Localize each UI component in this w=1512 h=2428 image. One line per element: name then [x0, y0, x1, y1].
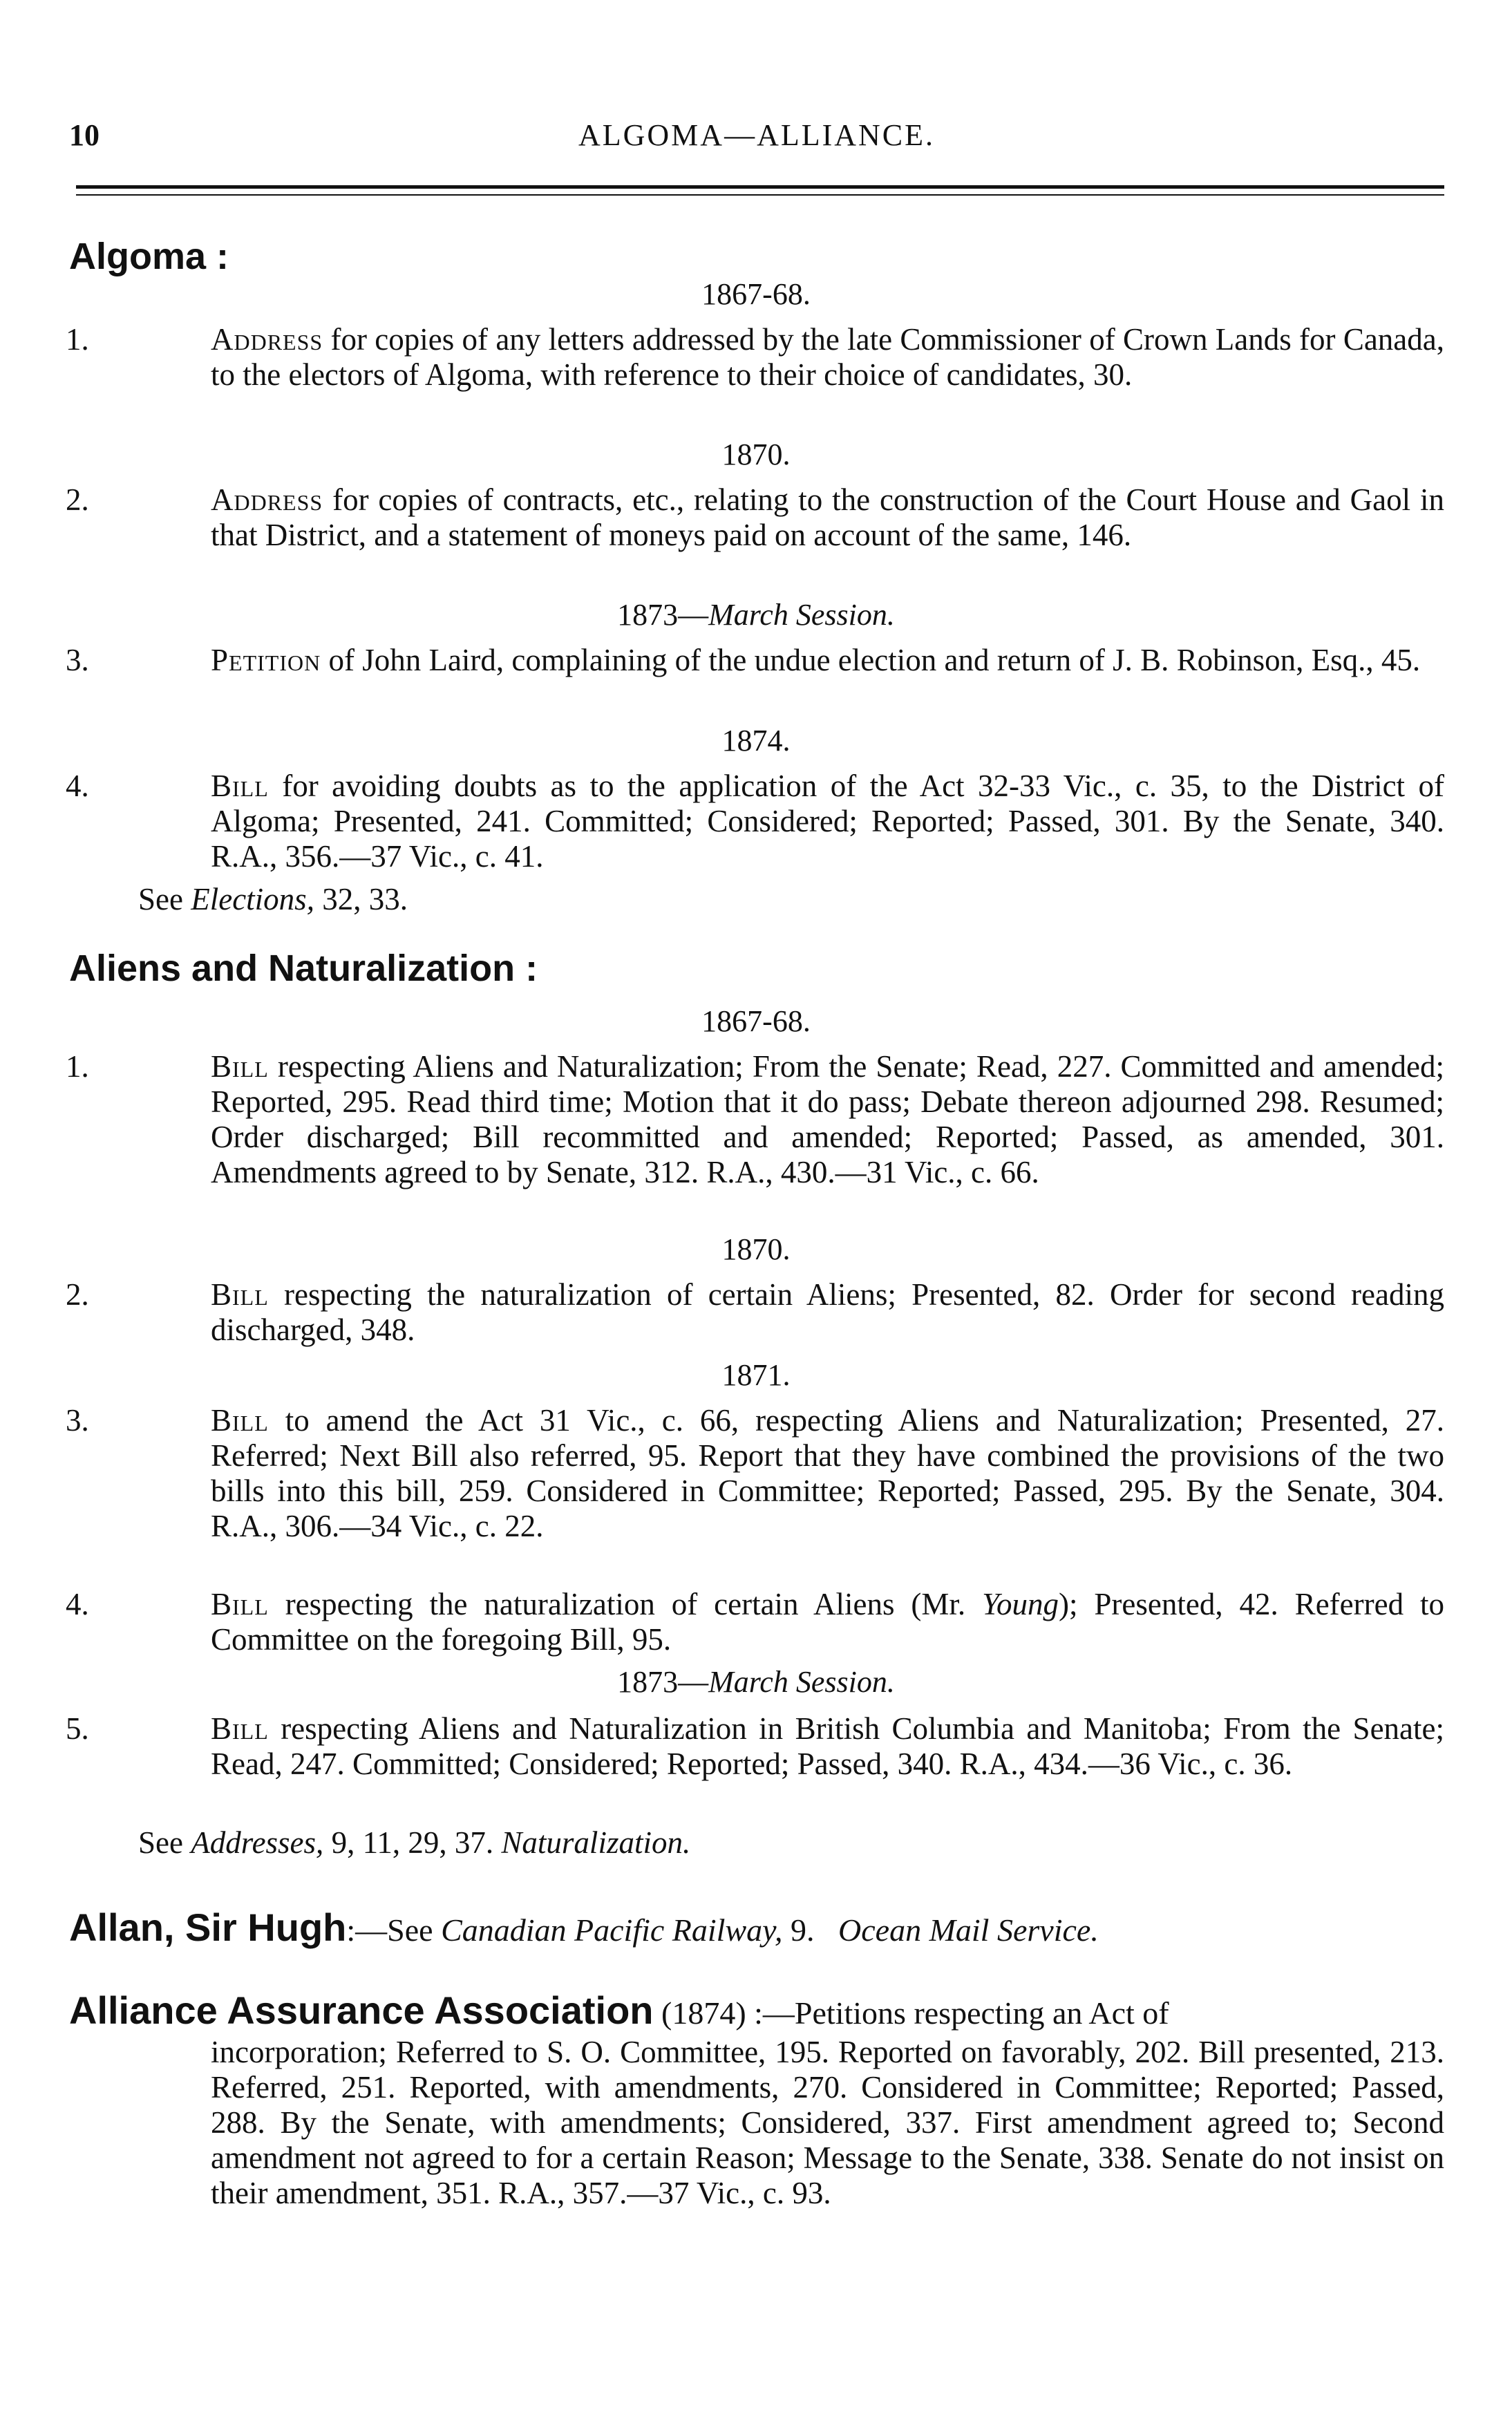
- index-entry: 1. Address for copies of any letters addressed by the late Commissioner of Crown Lands for Canada, to the electors of Algoma, with reference to their choice of candidates, 30.: [66, 322, 1445, 392]
- see-prefix: :—See: [346, 1912, 433, 1948]
- see-also: [138, 1825, 690, 1861]
- header-rule-thin: [76, 194, 1444, 196]
- entry-lead-word: Address: [211, 482, 323, 517]
- entry-text: of John Laird, complaining of the undue election and return of J. B. Robinson, Esq., 45.: [328, 643, 1421, 677]
- entry-text: respecting Aliens and Naturalization in British Columbia and Manitoba; From the Senate; Read, 247. Committed; Considered; Reported; Passed, 340. R.A., 434.—36 Vic., c. 36.: [211, 1711, 1444, 1781]
- entry-text: to amend the Act 31 Vic., c. 66, respecting Aliens and Naturalization; Presented, 27. Referred; Next Bill also referred, 95. Report that they have combined the provisions of the two bills into this bill, 259. Considered in Committee; Reported; Passed, 295. By the Senate, 304. R.A., 306.—34 Vic., c. 22.: [211, 1403, 1445, 1543]
- index-entry: 1. Bill respecting Aliens and Naturalization; From the Senate; Read, 227. Committed and amended; Reported, 295. Read third time; Motion that it do pass; Debate thereon adjourned 298. Resumed; Order discharged; Bill recommitted and amended; Reported; Passed, as amended, 301. Amendments agreed to by Senate, 312. R.A., 430.—31 Vic., c. 66.: [66, 1049, 1445, 1189]
- entry-lead-word: Bill: [211, 1277, 269, 1312]
- see-pages: 32, 33.: [322, 882, 408, 916]
- see-reference: Naturalization.: [501, 1825, 691, 1860]
- entry-text: respecting Aliens and Naturalization; From the Senate; Read, 227. Committed and amended; Reported, 295. Read third time; Motion that it do pass; Debate thereon adjourned 298. Resumed; Order discharged; Bill recommitted and amended; Reported; Passed, as amended, 301. Amendments agreed to by Senate, 312. R.A., 430.—31 Vic., c. 66.: [211, 1049, 1445, 1189]
- year-text: 1873—: [617, 1665, 709, 1699]
- entry-text-continued: incorporation; Referred to S. O. Committee, 195. Reported on favorably, 202. Bill presented, 213. Referred, 251. Reported, with amendments, 270. Considered in Committee; Reported; Passed, 288. By the Senate, with amendments; Considered, 337. First amendment agreed to; Second amendment not agreed to for a certain Reason; Message to the Senate, 338. Senate do not insist on their amendment, 351. R.A., 357.—37 Vic., c. 93.: [211, 2035, 1444, 2210]
- entry-text: for copies of any letters addressed by the late Commissioner of Crown Lands for Canada, to the electors of Algoma, with reference to their choice of candidates, 30.: [211, 322, 1445, 392]
- year-heading: 1867-68.: [701, 277, 811, 311]
- page-number: 10: [69, 118, 100, 152]
- entry-text: ); Presented, 42. Referred to Committee on the foregoing Bill, 95.: [211, 1587, 1444, 1657]
- year-heading: 1871.: [721, 1358, 791, 1392]
- see-reference: Addresses,: [191, 1825, 324, 1860]
- year-heading: 1870.: [721, 437, 791, 471]
- see-pages: 9.: [791, 1912, 815, 1948]
- heading-aliens-naturalization: Aliens and Naturalization :: [69, 948, 538, 989]
- session-text: March Session.: [708, 1665, 895, 1699]
- year-text: 1873—: [617, 598, 709, 632]
- entry-text: respecting the naturalization of certain Aliens (Mr.: [285, 1587, 966, 1621]
- session-text: March Session.: [708, 598, 895, 632]
- entry-lead-word: Bill: [211, 1049, 269, 1084]
- entry-lead-word: Bill: [211, 1711, 269, 1746]
- see-reference: Elections,: [191, 882, 314, 916]
- index-entry: 4. Bill for avoiding doubts as to the application of the Act 32-33 Vic., c. 35, to the District of Algoma; Presented, 241. Committed; Considered; Reported; Passed, 301. By the Senate, 340. R.A., 356.—37 Vic., c. 41.: [66, 769, 1444, 874]
- index-entry: 2. Address for copies of contracts, etc., relating to the construction of the Court House and Gaol in that District, and a statement of moneys paid on account of the same, 146.: [66, 482, 1444, 552]
- index-entry: 4. Bill respecting the naturalization of certain Aliens (Mr. Young); Presented, 42. Referred to Committee on the foregoing Bill, 95.: [66, 1587, 1444, 1657]
- year-heading: [0, 597, 1512, 632]
- heading-allan-sir-hugh: Allan, Sir Hugh: [69, 1905, 347, 1949]
- see-reference: Canadian Pacific Railway,: [441, 1912, 783, 1948]
- entry-alliance-assurance: [69, 1989, 1169, 2032]
- header-rule-thick: [76, 185, 1444, 189]
- running-title: ALGOMA—ALLIANCE.: [578, 118, 936, 152]
- heading-alliance-assurance-association: Alliance Assurance Association: [69, 1988, 654, 2032]
- see-pages: 9, 11, 29, 37.: [331, 1825, 494, 1860]
- entry-lead-word: Bill: [211, 1587, 269, 1621]
- see-also: [138, 881, 408, 917]
- year-heading: 1874.: [721, 724, 791, 757]
- index-entry: 3. Bill to amend the Act 31 Vic., c. 66, respecting Aliens and Naturalization; Presented, 27. Referred; Next Bill also referred, 95. Report that they have combined the provisions of the two bills into this bill, 259. Considered in Committee; Reported; Passed, 295. By the Senate, 304. R.A., 306.—34 Vic., c. 22.: [66, 1403, 1445, 1543]
- member-name: Young: [982, 1587, 1059, 1621]
- year-heading: 1867-68.: [701, 1004, 811, 1038]
- year-heading: 1870.: [721, 1232, 791, 1266]
- heading-algoma: Algoma :: [69, 236, 229, 277]
- index-entry: 5. Bill respecting Aliens and Naturalization in British Columbia and Manitoba; From the Senate; Read, 247. Committed; Considered; Reported; Passed, 340. R.A., 434.—36 Vic., c. 36.: [66, 1711, 1444, 1781]
- entry-lead-word: Bill: [211, 1403, 269, 1438]
- entry-lead-word: Address: [211, 322, 323, 357]
- running-head: [69, 117, 1444, 173]
- entry-text: (1874) :—Petitions respecting an Act of: [661, 1995, 1169, 2031]
- see-reference: Ocean Mail Service.: [838, 1912, 1099, 1948]
- entry-text: for avoiding doubts as to the application of the Act 32-33 Vic., c. 35, to the District of Algoma; Presented, 241. Committed; Considered; Reported; Passed, 301. By the Senate, 340. R.A., 356.—37 Vic., c. 41.: [211, 769, 1444, 874]
- entry-text: for copies of contracts, etc., relating to the construction of the Court House and Gaol in that District, and a statement of moneys paid on account of the same, 146.: [211, 482, 1444, 552]
- index-entry: 3. Petition of John Laird, complaining of the undue election and return of J. B. Robinson, Esq., 45.: [66, 643, 1421, 677]
- see-prefix: See: [138, 882, 183, 916]
- entry-text: respecting the naturalization of certain Aliens; Presented, 82. Order for second reading discharged, 348.: [211, 1277, 1444, 1347]
- entry-allan-sir-hugh: [69, 1906, 1099, 1949]
- see-prefix: See: [138, 1825, 183, 1860]
- entry-lead-word: Bill: [211, 769, 269, 803]
- index-entry: 2. Bill respecting the naturalization of certain Aliens; Presented, 82. Order for second reading discharged, 348.: [66, 1277, 1444, 1347]
- year-heading: [0, 1664, 1512, 1700]
- entry-lead-word: Petition: [211, 643, 321, 677]
